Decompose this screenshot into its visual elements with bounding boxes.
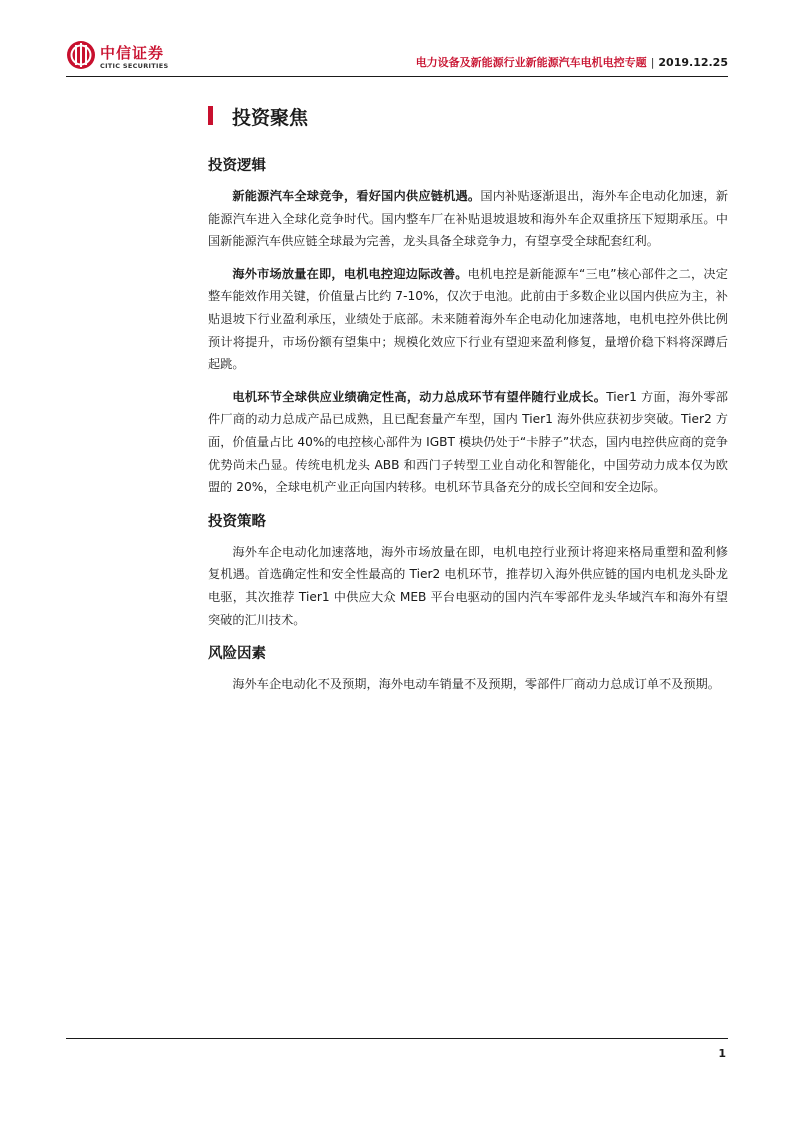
citic-logo [66,40,176,74]
header-separator: | [650,56,655,69]
footer-divider [66,1038,728,1039]
section-title-text: 投资聚焦 [232,107,309,129]
paragraph-logic-1-body: 国内补贴逐渐退出，海外车企电动化加速，新能源汽车进入全球化竞争时代。国内整车厂在补贴退坡退坡和海外车企双重挤压下短期承压。中国新能源汽车供应链全球最为完善，龙头具备全球竞争力，有望享受全球配套红利。 [208,189,729,249]
paragraph-logic-3-body: Tier1 方面，海外零部件厂商的动力总成产品已成熟，且已配套量产车型，国内 Tier1 海外供应获初步突破。Tier2 方面，价值量占比 40%的电控核心部件为 IGBT 模块仍处于“卡脖子”状态，国内电控供应商的竞争优势尚未凸显。传统电机龙头 ABB 和西门子转型工业自动化和智能化，中国劳动力成本仅为欧盟的 20%，全球电机产业正向国内转移。电机环节具备充分的成长空间和安全边际。 [208,389,728,495]
paragraph-logic-2 [208,263,728,376]
heading-investment-logic: 投资逻辑 [208,158,266,174]
paragraph-logic-3-lead: 电机环节全球供应业绩确定性高，动力总成环节有望伴随行业成长。 [232,389,607,404]
paragraph-logic-3 [208,386,728,499]
header-divider [66,76,728,77]
paragraph-logic-1 [208,185,728,253]
paragraph-risk: 海外车企电动化不及预期，海外电动车销量不及预期，零部件厂商动力总成订单不及预期。 [232,677,720,692]
logo-en-text: CITIC SECURITIES [100,62,169,70]
paragraph-logic-2-lead: 海外市场放量在即，电机电控迎边际改善。 [232,266,468,281]
page-header [66,34,728,80]
citic-logo-icon [66,40,96,70]
report-header-title [416,54,728,70]
paragraph-strategy: 海外车企电动化加速落地，海外市场放量在即，电机电控行业预计将迎来格局重塑和盈利修复机遇。首选确定性和安全性最高的 Tier2 电机环节，推荐切入海外供应链的国内电机龙头卧龙电驱，其次推荐 Tier1 中供应大众 MEB 平台电驱动的国内汽车零部件龙头华域汽车和海外有望突破的汇川技术。 [208,544,728,627]
title-accent-bar [208,106,213,125]
page-number: 1 [718,1047,726,1060]
report-title: 电力设备及新能源行业新能源汽车电机电控专题 [415,56,647,69]
heading-investment-strategy: 投资策略 [208,513,266,530]
main-content [208,155,728,706]
logo-cn-text: 中信证券 [100,44,165,62]
paragraph-logic-2-body: 电机电控是新能源车“三电”核心部件之二，决定整车能效作用关键，价值量占比约 7-10%，仅次于电池。此前由于多数企业以国内供应为主，补贴退坡下行业盈利承压，业绩处于底部。未来随着海外车企电动化加速落地，电机电控外供比例预计将提升，市场份额有望集中；规模化效应下行业有望迎来盈利修复，量增价稳下料将深蹲后起跳。 [208,266,728,372]
heading-risk-factors: 风险因素 [208,646,266,663]
paragraph-logic-1-lead: 新能源汽车全球竞争，看好国内供应链机遇。 [232,189,481,203]
report-date: 2019.12.25 [658,56,728,69]
